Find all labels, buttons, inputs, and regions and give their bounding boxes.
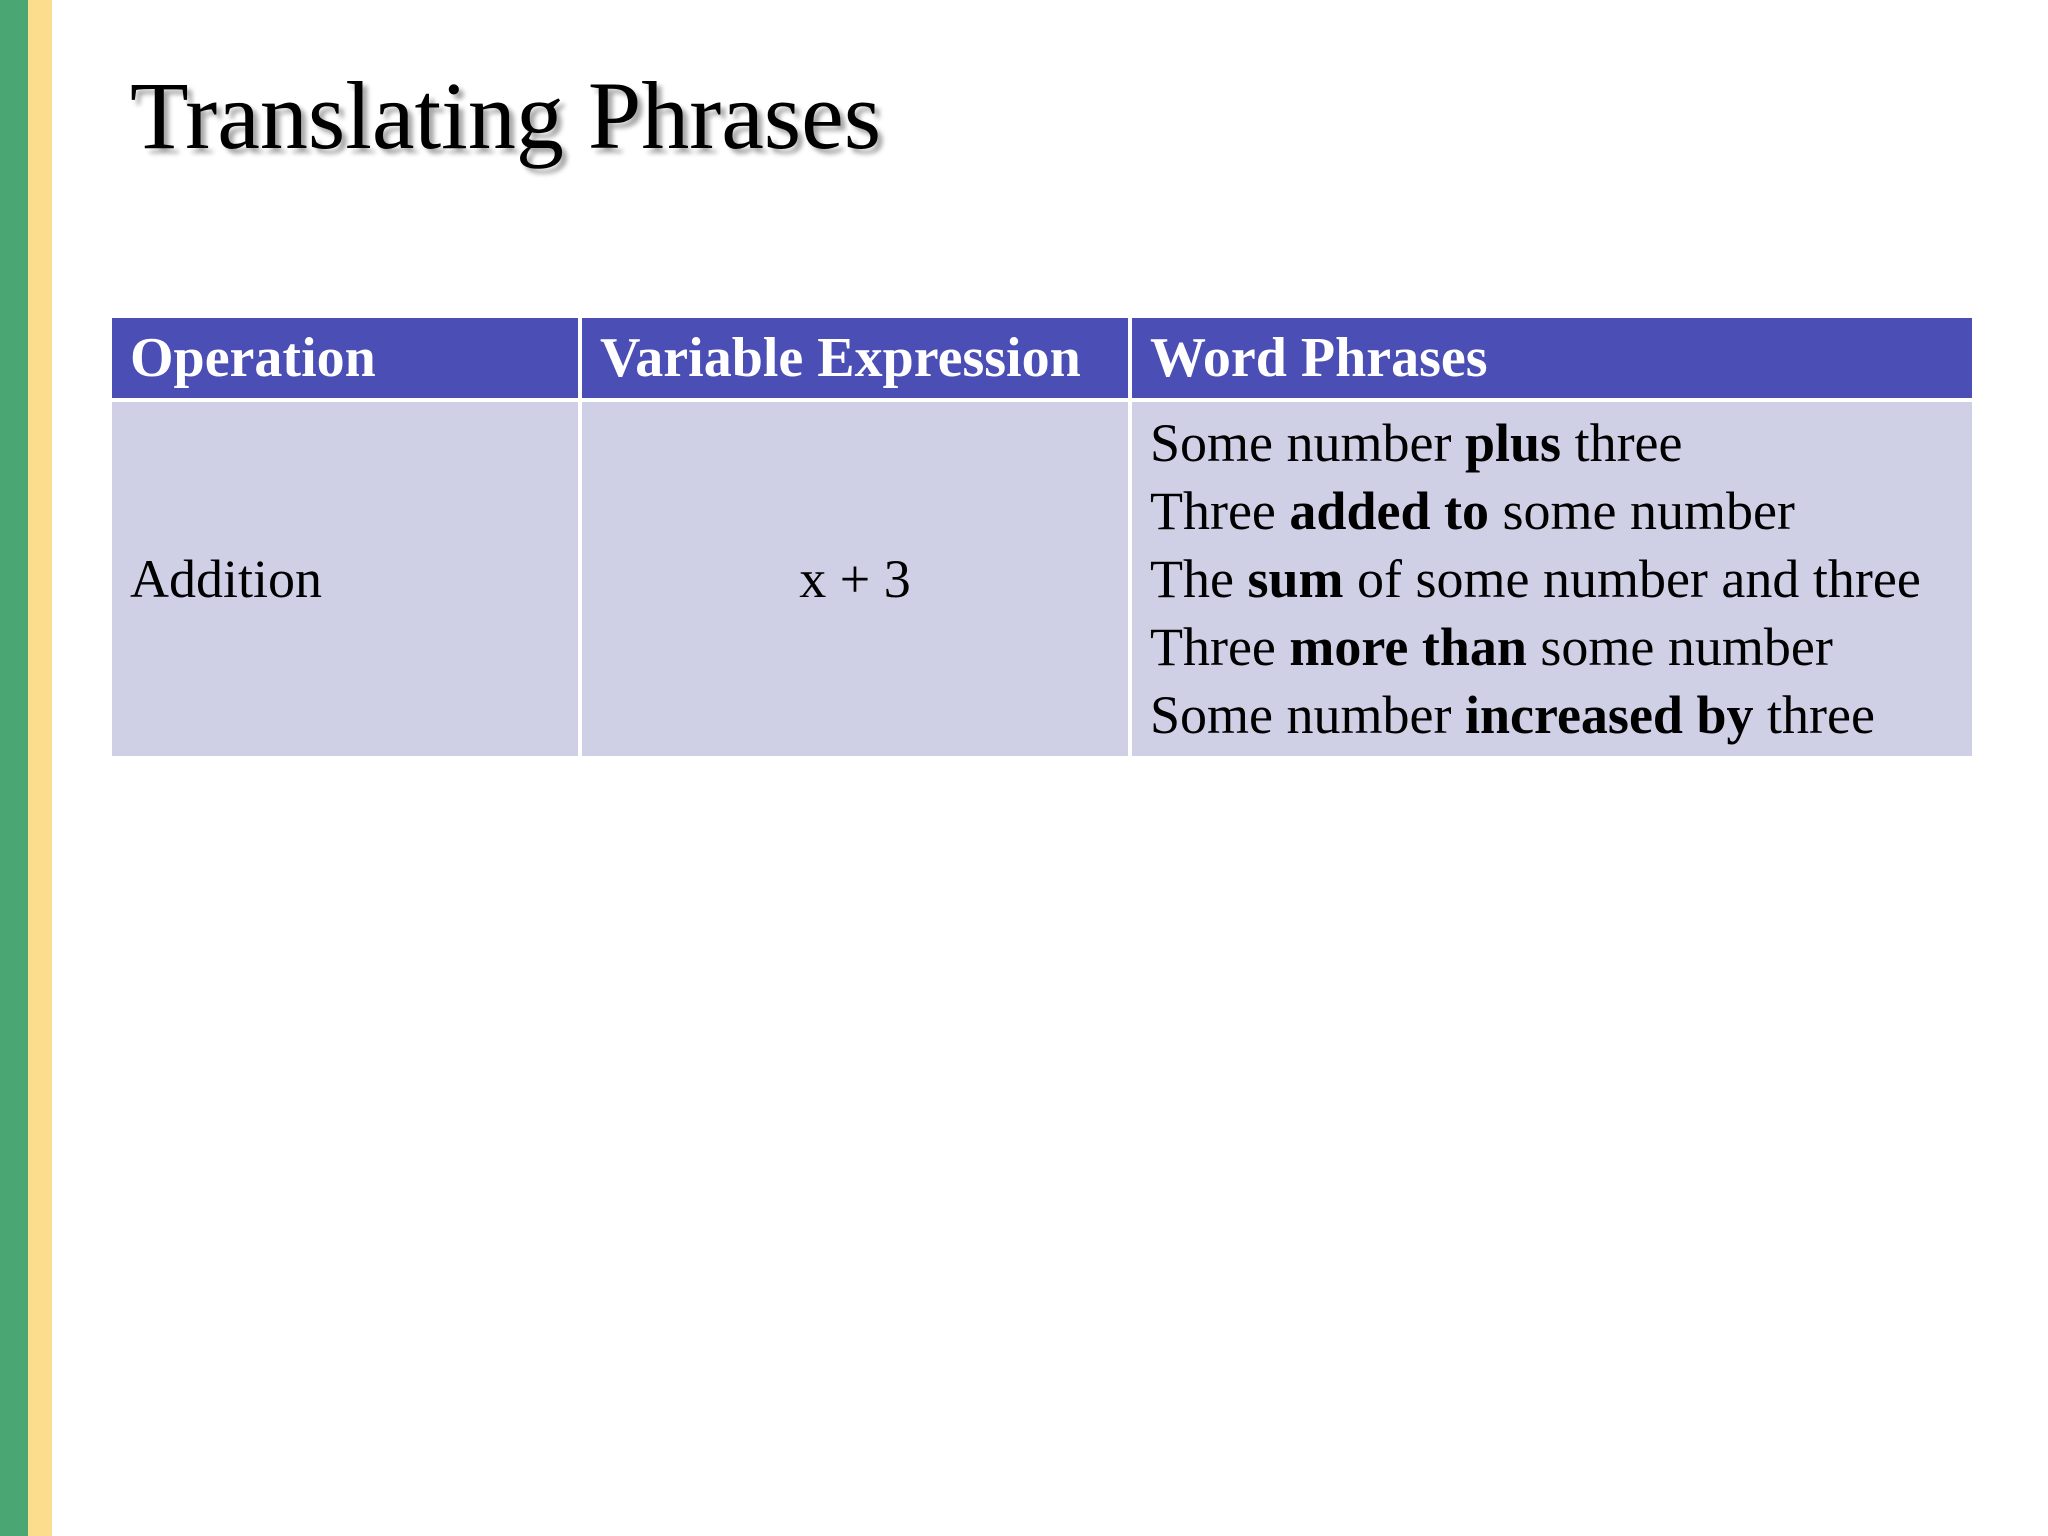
left-accent-stripe-yellow [28, 0, 52, 1536]
word-phrases-cell [1130, 400, 1974, 758]
phrase-text: Some number [1150, 685, 1465, 745]
phrase-text: Three [1150, 617, 1290, 677]
phrase-keyword: increased by [1464, 685, 1754, 745]
phrase-text: some number [1526, 617, 1833, 677]
header-word-phrases: Word Phrases [1130, 316, 1974, 400]
expression-cell: x + 3 [580, 400, 1130, 758]
phrase-text: some number [1488, 481, 1795, 541]
phrase-text: Three [1150, 481, 1290, 541]
phrase-line [1150, 613, 1954, 681]
phrase-keyword: added to [1289, 481, 1489, 541]
phrase-keyword: more than [1289, 617, 1527, 677]
left-accent-stripe-green [0, 0, 28, 1536]
phrase-keyword: plus [1464, 413, 1562, 473]
translation-table [108, 314, 1976, 760]
phrase-keyword: sum [1247, 549, 1344, 609]
phrase-text: of some number and three [1343, 549, 1921, 609]
phrase-line [1150, 545, 1954, 613]
table-row [110, 400, 1974, 758]
phrase-line [1150, 409, 1954, 477]
phrase-text: three [1561, 413, 1683, 473]
phrase-line [1150, 477, 1954, 545]
phrase-text: three [1753, 685, 1875, 745]
table-header-row [110, 316, 1974, 400]
phrase-text: Some number [1150, 413, 1465, 473]
header-operation: Operation [110, 316, 580, 400]
phrase-line [1150, 681, 1954, 749]
phrase-text: The [1150, 549, 1248, 609]
slide-title: Translating Phrases [130, 62, 882, 169]
header-variable-expression: Variable Expression [580, 316, 1130, 400]
operation-cell: Addition [110, 400, 580, 758]
